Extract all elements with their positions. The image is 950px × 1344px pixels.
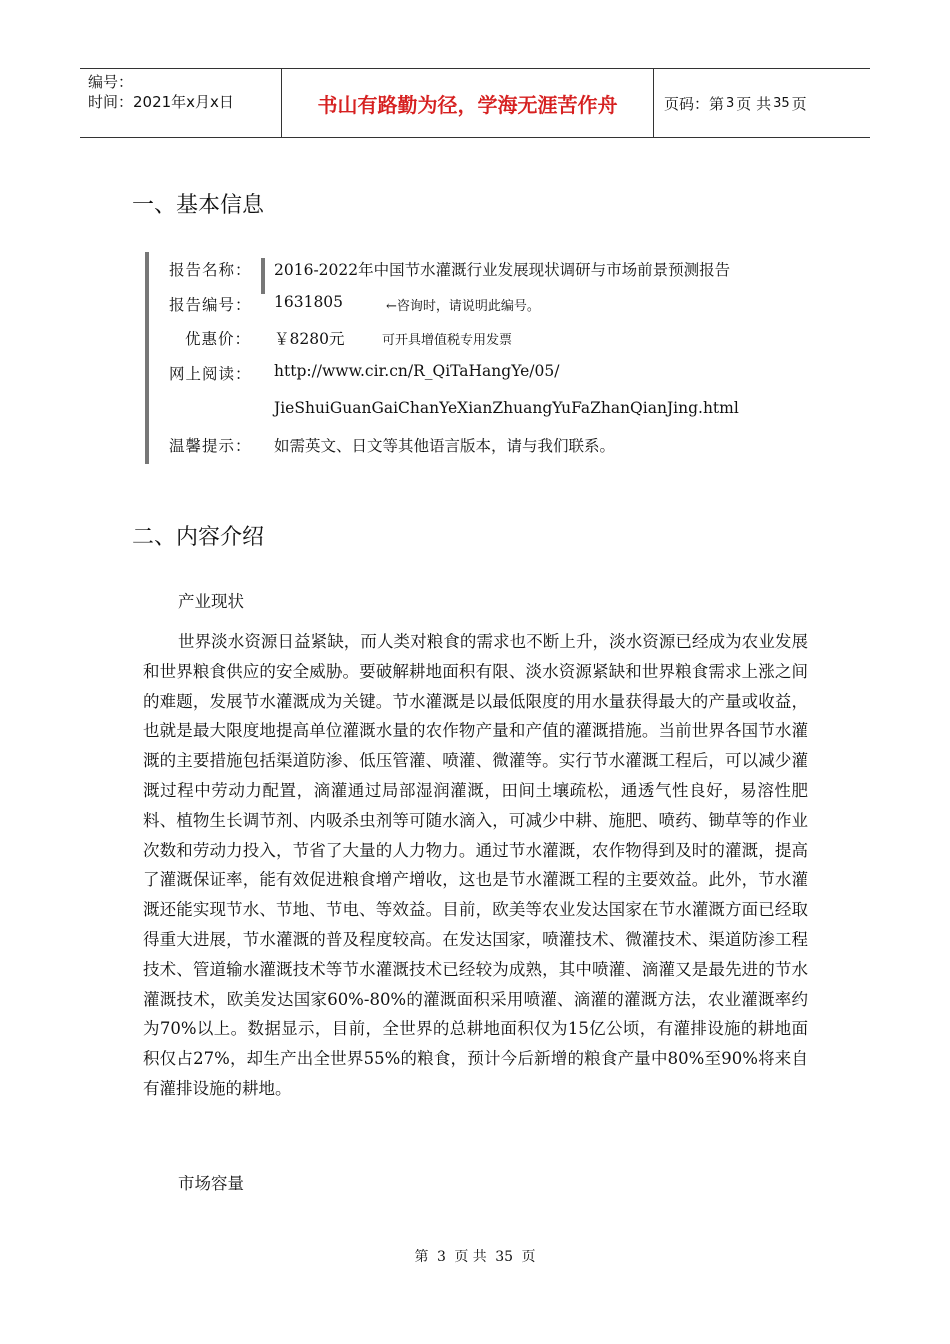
basic-info-box	[145, 252, 789, 464]
page-mid: 页 共	[736, 94, 772, 113]
price-value: ￥8280元	[274, 330, 345, 348]
footer-current: 3	[436, 1249, 446, 1265]
report-name-value: 2016-2022年中国节水灌溉行业发展现状调研与市场前景预测报告	[274, 261, 731, 279]
page-footer	[0, 1246, 950, 1266]
info-label: 温馨提示：	[169, 437, 252, 455]
page-prefix: 页码：第	[664, 94, 725, 113]
online-url-line2[interactable]: JieShuiGuanGaiChanYeXianZhuangYuFaZhanQianJing.html	[274, 399, 739, 417]
info-label: 报告编号：	[169, 296, 252, 314]
info-label: 优惠价：	[185, 330, 252, 348]
header-motto: 书山有路勤为径，学海无涯苦作舟	[282, 69, 654, 137]
number-label: 编号：	[88, 73, 134, 91]
title-marker	[261, 258, 265, 294]
report-number-note: ←咨询时，请说明此编号。	[386, 299, 540, 314]
subheading-industry-status: 产业现状	[178, 592, 244, 611]
info-label: 报告名称：	[169, 261, 252, 279]
footer-suffix: 页	[521, 1249, 536, 1265]
header-meta	[80, 69, 282, 137]
page-header	[80, 68, 870, 138]
online-url-line1[interactable]: http://www.cir.cn/R_QiTaHangYe/05/	[274, 362, 560, 380]
section-title-basic-info: 一、基本信息	[132, 193, 265, 218]
page-suffix: 页	[791, 94, 807, 113]
section-title-content-intro: 二、内容介绍	[132, 525, 265, 550]
time-label: 时间：2021年x月x日	[88, 93, 234, 111]
subheading-market-capacity: 市场容量	[178, 1174, 244, 1193]
header-page-info	[654, 69, 870, 137]
page-current: 3	[726, 95, 735, 111]
report-number-value: 1631805	[274, 293, 344, 311]
price-note: 可开具增值税专用发票	[382, 333, 513, 348]
page-total: 35	[773, 95, 790, 111]
footer-mid: 页 共	[454, 1249, 487, 1265]
footer-prefix: 第	[414, 1249, 429, 1265]
info-label: 网上阅读：	[169, 365, 252, 383]
footer-total: 35	[495, 1249, 514, 1265]
paragraph-industry-status: 世界淡水资源日益紧缺，而人类对粮食的需求也不断上升，淡水资源已经成为农业发展和世界粮食供应的安全威胁。要破解耕地面积有限、淡水资源紧缺和世界粮食需求上涨之间的难题，发展节水灌溉成为关键。节水灌溉是以最低限度的用水量获得最大的产量或收益，也就是最大限度地提高单位灌溉水量的农作物产量和产值的灌溉措施。当前世界各国节水灌溉的主要措施包括渠道防渗、低压管灌、喷灌、微灌等。实行节水灌溉工程后，可以减少灌溉过程中劳动力配置，滴灌通过局部湿润灌溉，田间土壤疏松，通透气性良好，易溶性肥料、植物生长调节剂、内吸杀虫剂等可随水滴入，可减少中耕、施肥、喷药、锄草等的作业次数和劳动力投入，节省了大量的人力物力。通过节水灌溉，农作物得到及时的灌溉，提高了灌溉保证率，能有效促进粮食增产增收，这也是节水灌溉工程的主要效益。此外，节水灌溉还能实现节水、节地、节电、等效益。目前，欧美等农业发达国家在节水灌溉方面已经取得重大进展，节水灌溉的普及程度较高。在发达国家，喷灌技术、微灌技术、渠道防渗工程技术、管道输水灌溉技术等节水灌溉技术已经较为成熟，其中喷灌、滴灌又是最先进的节水灌溉技术，欧美发达国家60%-80%的灌溉面积采用喷灌、滴灌的灌溉方法，农业灌溉率约为70%以上。数据显示，目前，全世界的总耕地面积仅为15亿公顷，有灌排设施的耕地面积仅占27%，却生产出全世界55%的粮食，预计今后新增的粮食产量中80%至90%将来自有灌排设施的耕地。	[143, 632, 808, 1098]
tip-value: 如需英文、日文等其他语言版本，请与我们联系。	[274, 437, 616, 455]
